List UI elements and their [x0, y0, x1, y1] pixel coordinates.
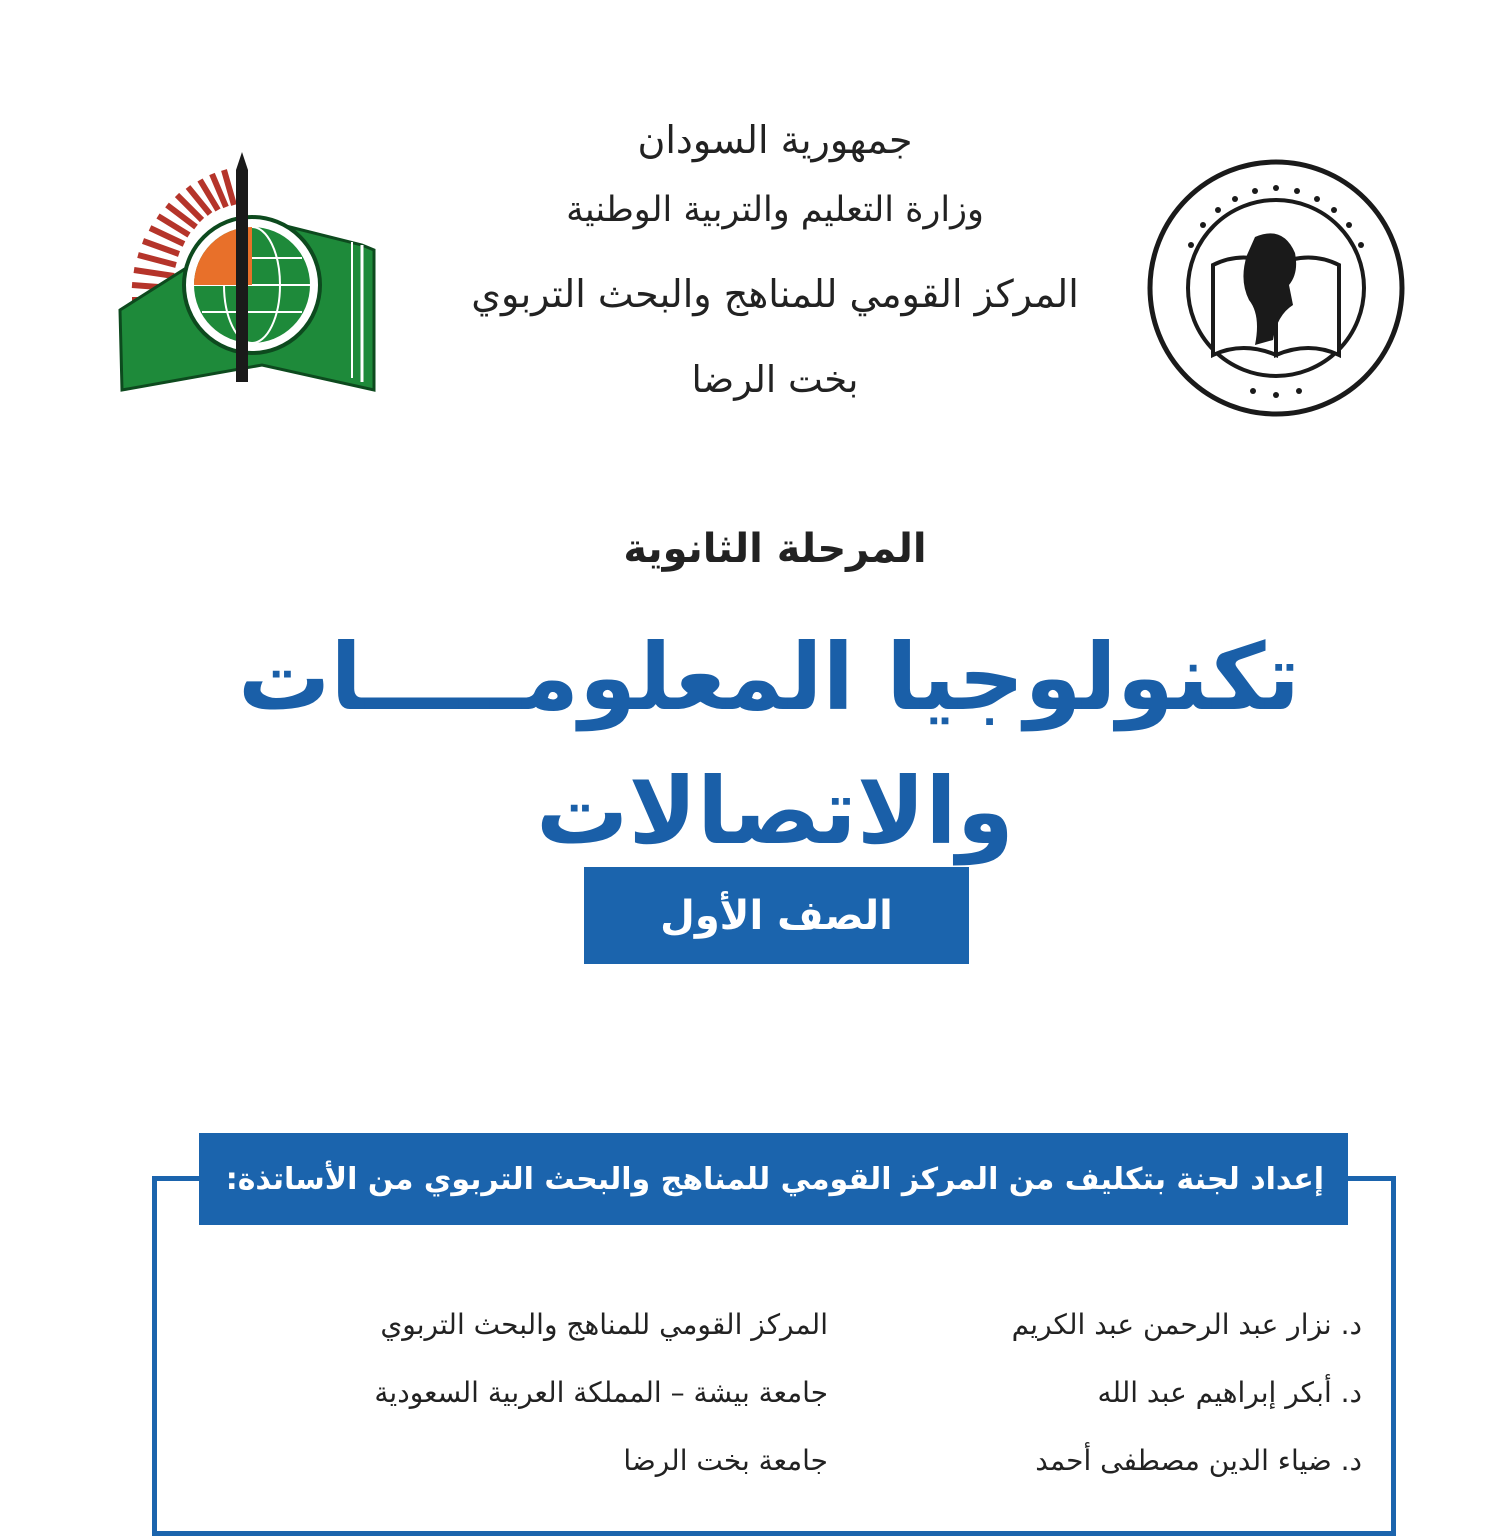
ministry-name: وزارة التعليم والتربية الوطنية — [566, 190, 984, 230]
committee-heading: إعداد لجنة بتكليف من المركز القومي للمناهج والبحث التربوي من الأساتذة: — [225, 1161, 1324, 1197]
grade-label: الصف الأول — [660, 892, 893, 939]
center-name: المركز القومي للمناهج والبحث التربوي — [471, 272, 1079, 316]
location-name: بخت الرضا — [691, 358, 859, 401]
education-stage: المرحلة الثانوية — [623, 526, 927, 572]
country-name: جمهورية السودان — [637, 118, 913, 162]
grade-badge — [584, 867, 969, 964]
member-name: د. أبكر إبراهيم عبد الله — [1097, 1376, 1362, 1409]
member-affiliation: جامعة بيشة – المملكة العربية السعودية — [374, 1376, 828, 1409]
book-title-line1: تكنولوجيا المعلومـــــات — [237, 624, 1300, 731]
member-affiliation: جامعة بخت الرضا — [623, 1444, 828, 1477]
committee-heading-bar — [199, 1133, 1348, 1225]
member-name: د. ضياء الدين مصطفى أحمد — [1035, 1444, 1362, 1477]
committee-frame — [152, 1176, 1396, 1536]
book-title-line2: والاتصالات — [536, 758, 1014, 865]
member-name: د. نزار عبد الرحمن عبد الكريم — [1011, 1308, 1362, 1341]
member-affiliation: المركز القومي للمناهج والبحث التربوي — [380, 1308, 828, 1341]
